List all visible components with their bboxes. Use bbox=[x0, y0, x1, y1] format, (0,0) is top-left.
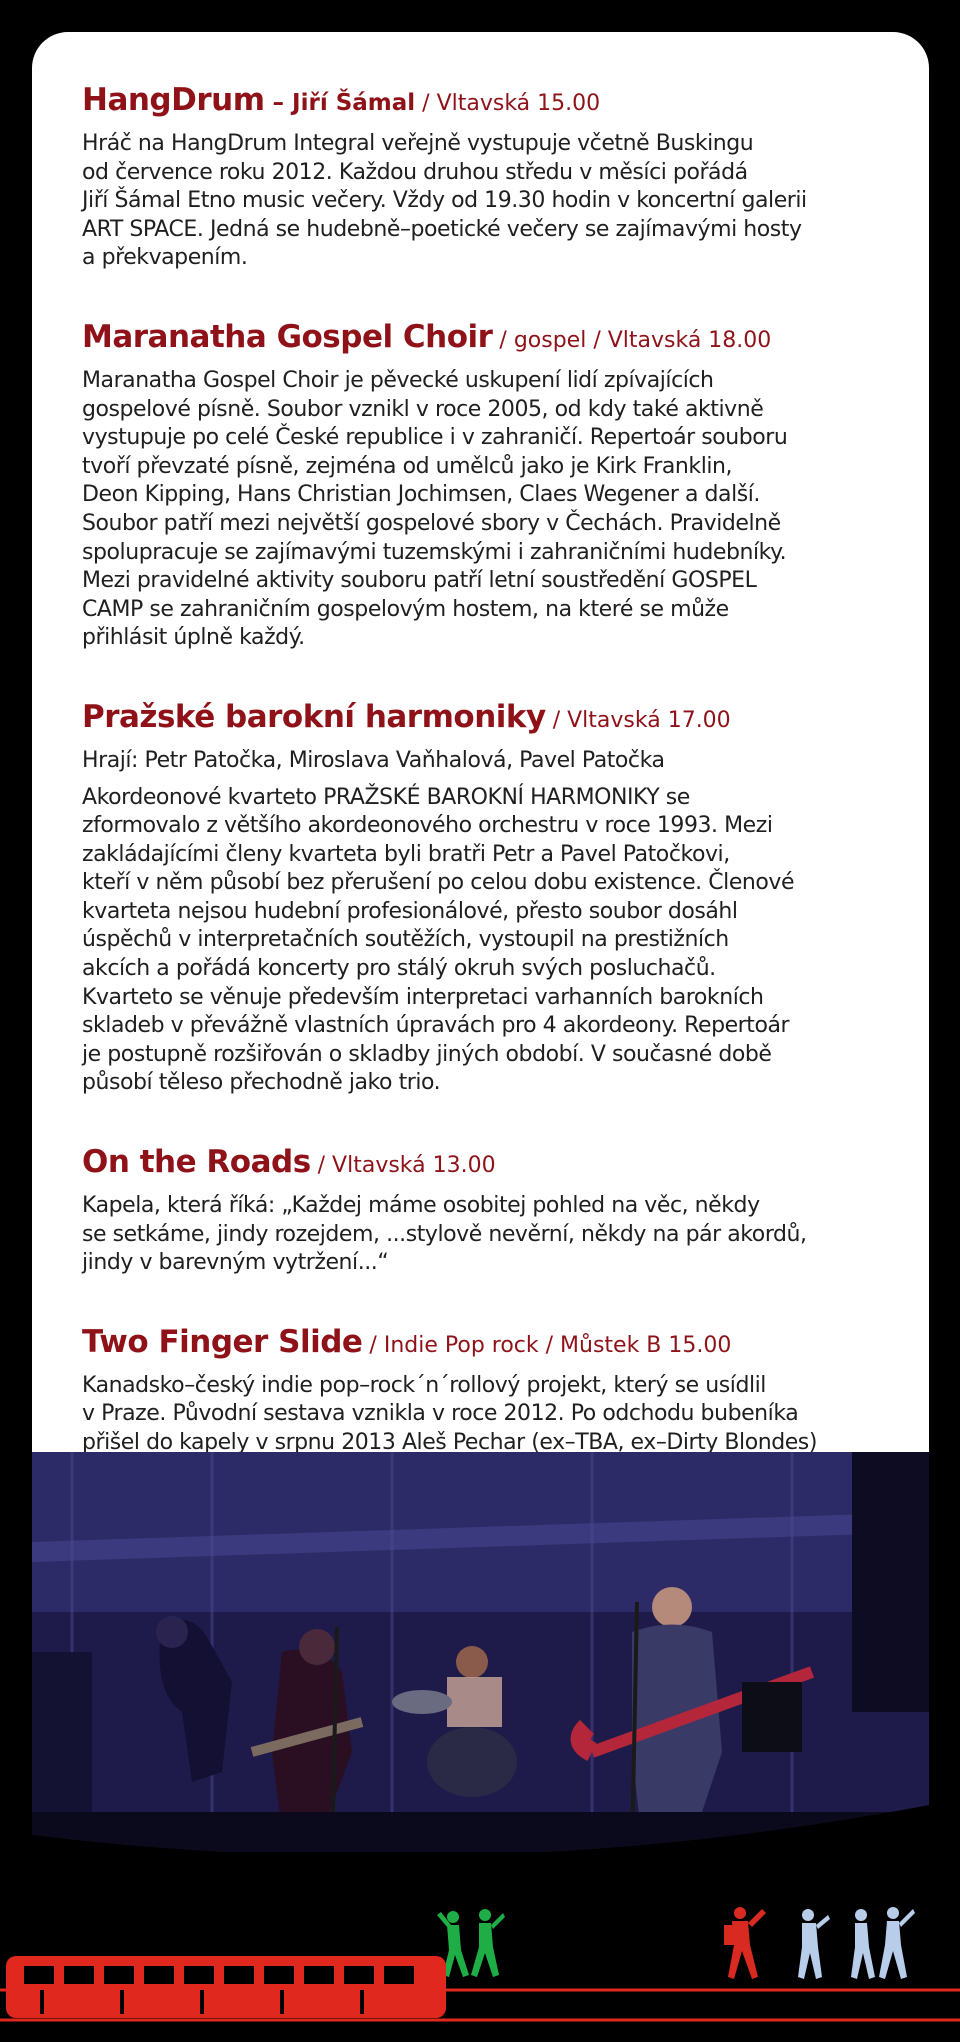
text-line: kteří v něm působí bez přerušení po celou dobu existence. Členové bbox=[82, 870, 795, 896]
event-description bbox=[82, 784, 902, 1099]
text-line: v Praze. Původní sestava vznikla v roce 2012. Po odchodu bubeníka bbox=[82, 1401, 799, 1427]
text-line: Deon Kipping, Hans Christian Jochimsen, Claes Wegener a další. bbox=[82, 482, 760, 508]
text-line: Maranatha Gospel Choir je pěvecké uskupení lidí zpívajících bbox=[82, 367, 714, 393]
event-maranatha bbox=[82, 317, 902, 653]
event-title bbox=[82, 1322, 902, 1366]
text-line: vystupuje po celé České republice i v zahraničí. Repertoár souboru bbox=[82, 425, 788, 451]
text-line: Mezi pravidelné aktivity souboru patří letní soustředění GOSPEL bbox=[82, 568, 757, 594]
text-line: zformovalo z většího akordeonového orchestru v roce 1993. Mezi bbox=[82, 813, 773, 839]
event-title bbox=[82, 317, 902, 361]
text-line: Kvarteto se věnuje především interpretaci varhanních barokních bbox=[82, 984, 764, 1010]
text-line: Akordeonové kvarteto PRAŽSKÉ BAROKNÍ HARMONIKY se bbox=[82, 784, 690, 810]
event-players: Hrají: Petr Patočka, Miroslava Vaňhalová, Pavel Patočka bbox=[82, 747, 665, 773]
text-line: přišel do kapely v srpnu 2013 Aleš Pechar (ex–TBA, ex–Dirty Blondes) bbox=[82, 1430, 817, 1452]
text-line: zakládajícími členy kvarteta byli bratři Petr a Pavel Patočkovi, bbox=[82, 841, 730, 867]
event-hangdrum bbox=[82, 80, 902, 273]
text-line: Hráč na HangDrum Integral veřejně vystupuje včetně Buskingu bbox=[82, 131, 754, 156]
event-venue-time: / gospel / Vltavská 18.00 bbox=[492, 327, 772, 353]
event-name: Pražské barokní harmoniky bbox=[82, 698, 546, 735]
event-description bbox=[82, 130, 902, 273]
event-name: Maranatha Gospel Choir bbox=[82, 318, 493, 355]
text-line: Kapela, která říká: „Každej máme osobitej pohled na věc, někdy bbox=[82, 1193, 760, 1219]
text-line: Soubor patří mezi největší gospelové sbory v Čechách. Pravidelně bbox=[82, 510, 781, 536]
event-title bbox=[82, 697, 902, 741]
event-description bbox=[82, 367, 902, 653]
text-line: kvarteta nejsou hudební profesionálové, přesto soubor dosáhl bbox=[82, 898, 738, 924]
band-photo-illustration bbox=[32, 1452, 929, 1852]
text-line: od července roku 2012. Každou druhou středu v měsíci pořádá bbox=[82, 159, 748, 185]
event-venue-time: / Indie Pop rock / Můstek B 15.00 bbox=[362, 1332, 732, 1358]
text-line: působí těleso přechodně jako trio. bbox=[82, 1070, 441, 1096]
event-name: Two Finger Slide bbox=[82, 1323, 363, 1360]
text-line: gospelové písně. Soubor vznikl v roce 2005, od kdy také aktivně bbox=[82, 396, 764, 422]
event-venue-time: / Vltavská 17.00 bbox=[545, 707, 731, 733]
band-concert-photo bbox=[32, 1452, 929, 1852]
event-on-the-roads bbox=[82, 1142, 902, 1278]
event-venue-time: / Vltavská 13.00 bbox=[310, 1153, 496, 1179]
event-list bbox=[82, 80, 902, 1452]
text-line: jindy v barevným vytržení...“ bbox=[82, 1250, 389, 1276]
text-line: a překvapením. bbox=[82, 245, 248, 271]
event-prazske-barokni bbox=[82, 697, 902, 1098]
text-line: tvoří převzaté písně, zejména od umělců jako je Kirk Franklin, bbox=[82, 453, 733, 479]
event-description bbox=[82, 1372, 902, 1452]
photo-bottom-curve bbox=[32, 1795, 929, 1875]
event-name: HangDrum bbox=[82, 82, 265, 118]
content-card bbox=[32, 32, 929, 1452]
event-name: On the Roads bbox=[82, 1144, 311, 1181]
event-title bbox=[82, 80, 902, 124]
text-line: ART SPACE. Jedná se hudebně–poetické večery se zajímavými hosty bbox=[82, 216, 802, 242]
event-description bbox=[82, 1192, 902, 1278]
text-line: Kanadsko–český indie pop–rock´n´rollový projekt, který se usídlil bbox=[82, 1372, 766, 1398]
text-line: CAMP se zahraničním gospelovým hostem, na které se může bbox=[82, 596, 729, 622]
text-line: úspěchů v interpretačních soutěžích, vystoupil na prestižních bbox=[82, 927, 729, 953]
event-performer: – Jiří Šámal bbox=[264, 90, 416, 116]
event-two-finger-slide bbox=[82, 1322, 902, 1452]
text-line: spolupracuje se zajímavými tuzemskými i zahraničními hudebníky. bbox=[82, 539, 787, 565]
text-line: Jiří Šámal Etno music večery. Vždy od 19.30 hodin v koncertní galerii bbox=[82, 188, 807, 214]
text-line: se setkáme, jindy rozejdem, ...stylově nevěrní, někdy na pár akordů, bbox=[82, 1221, 807, 1247]
tram-graphic bbox=[0, 1920, 960, 2042]
text-line: je postupně rozšiřován o skladby jiných období. V současné době bbox=[82, 1041, 772, 1067]
event-title bbox=[82, 1142, 902, 1186]
text-line: přihlásit úplně každý. bbox=[82, 625, 305, 651]
text-line: akcích a pořádá koncerty pro stálý okruh svých posluchačů. bbox=[82, 956, 716, 982]
text-line: skladeb v převážně vlastních úpravách pro 4 akordeony. Repertoár bbox=[82, 1013, 790, 1039]
event-venue-time: / Vltavská 15.00 bbox=[415, 91, 601, 116]
